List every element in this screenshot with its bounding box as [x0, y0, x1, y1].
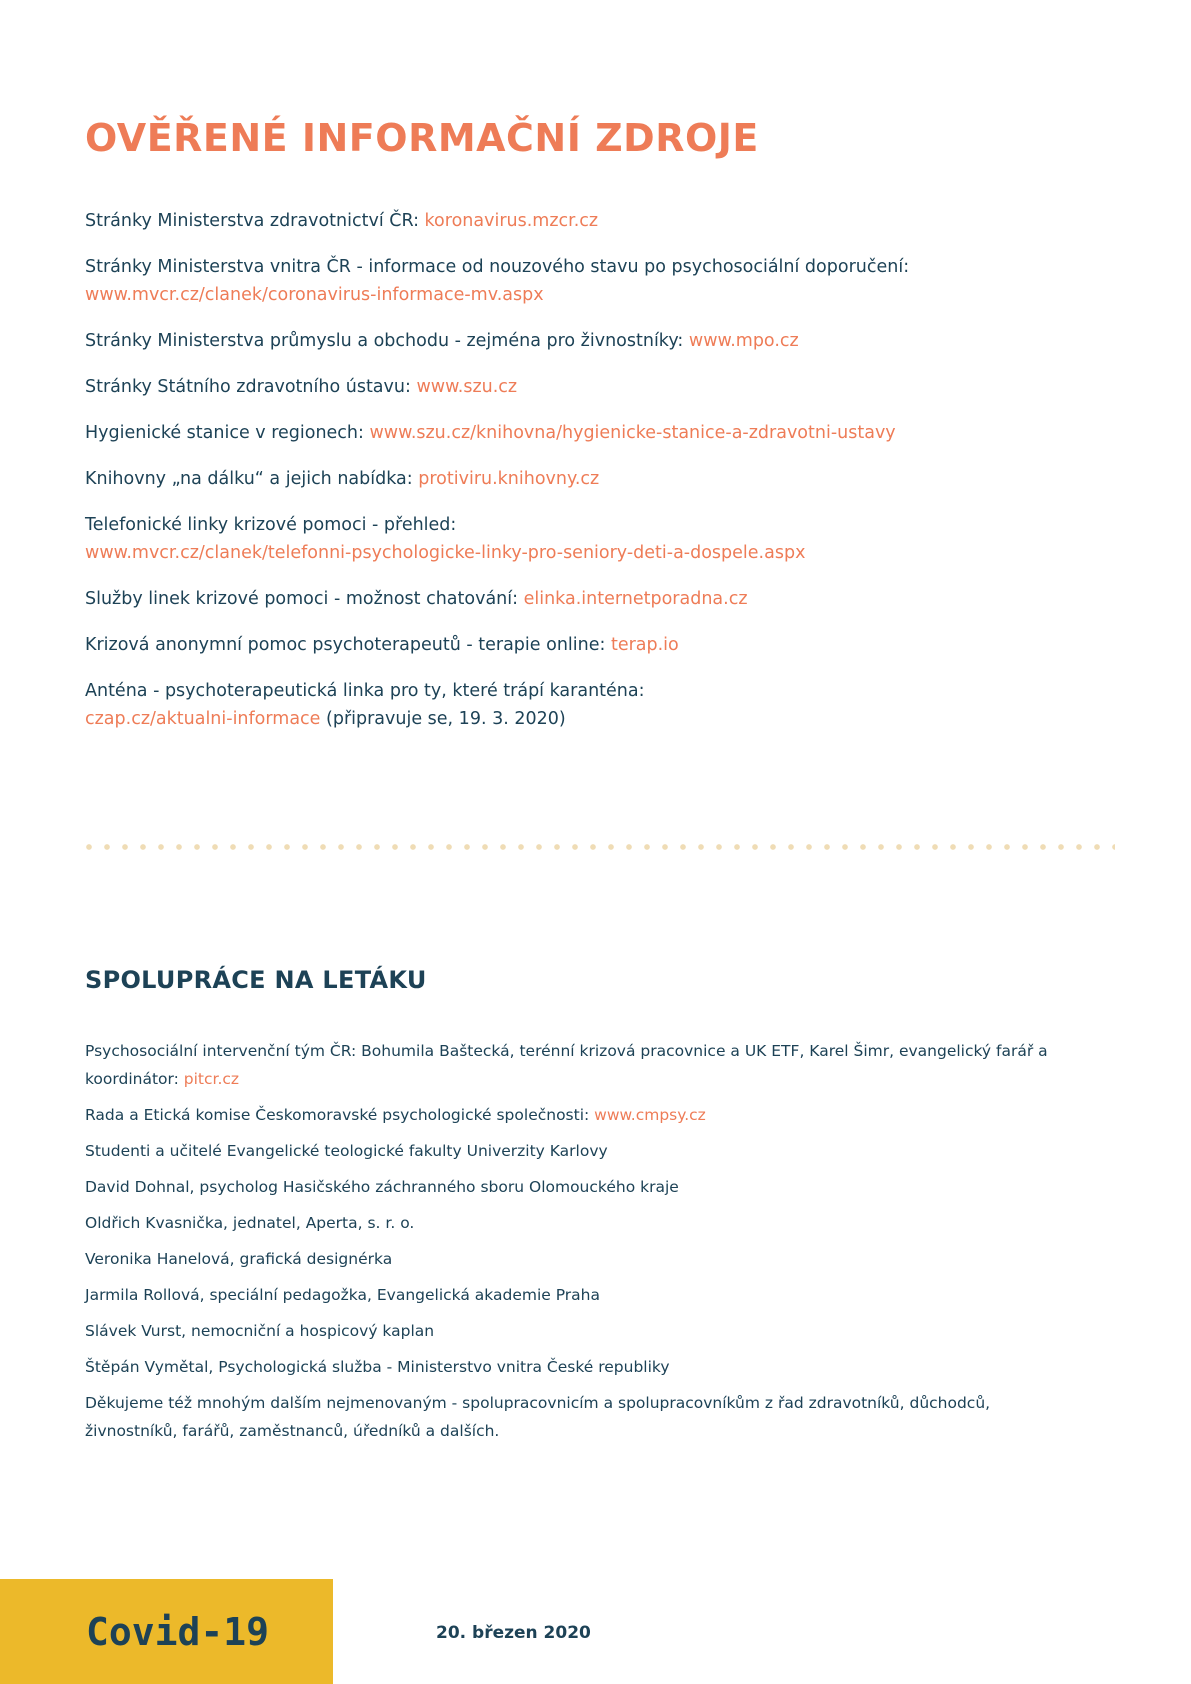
source-text: Stránky Ministerstva zdravotnictví ČR: [85, 211, 425, 231]
collab-item: David Dohnal, psycholog Hasičského záchranného sboru Olomouckého kraje [85, 1178, 679, 1196]
collab-heading: SPOLUPRÁCE NA LETÁKU [85, 966, 427, 994]
source-link[interactable]: www.szu.cz [416, 377, 518, 397]
collab-item: Veronika Hanelová, grafická designérka [85, 1250, 393, 1268]
collab-list [85, 1037, 1085, 1453]
collab-item: Jarmila Rollová, speciální pedagožka, Evangelická akademie Praha [85, 1286, 600, 1304]
source-item [85, 207, 1105, 235]
source-text: Služby linek krizové pomoci - možnost chatování: [85, 589, 524, 609]
source-item [85, 631, 1105, 659]
collab-item: Oldřich Kvasnička, jednatel, Aperta, s. r. o. [85, 1214, 415, 1232]
collab-link[interactable]: pitcr.cz [183, 1070, 240, 1088]
footer-title: Covid-19 [86, 1610, 270, 1654]
collab-item [85, 1101, 1085, 1129]
collab-link[interactable]: www.cmpsy.cz [594, 1106, 706, 1124]
source-text: Stránky Ministerstva vnitra ČR - informace od nouzového stavu po psychosociální doporučení: [85, 257, 910, 277]
source-text: Stránky Ministerstva průmyslu a obchodu - zejména pro živnostníky: [85, 331, 689, 351]
source-link[interactable]: terap.io [610, 635, 679, 655]
source-item [85, 511, 1105, 567]
source-item [85, 373, 1105, 401]
source-link[interactable]: koronavirus.mzcr.cz [424, 211, 599, 231]
source-link[interactable]: www.mvcr.cz/clanek/telefonni-psychologicke-linky-pro-seniory-deti-a-dospele.aspx [85, 543, 806, 563]
source-text: Hygienické stanice v regionech: [85, 423, 370, 443]
dotted-divider [80, 843, 1115, 851]
sources-list [85, 207, 1105, 751]
source-text: Stránky Státního zdravotního ústavu: [85, 377, 417, 397]
source-note: (připravuje se, 19. 3. 2020) [320, 709, 566, 729]
collab-item: Slávek Vurst, nemocniční a hospicový kaplan [85, 1322, 435, 1340]
collab-item: Děkujeme též mnohým dalším nejmenovaným - spolupracovnicím a spolupracovníkům z řad zdravotníků, důchodců, živnostníků, farářů, zaměstnanců, úředníků a dalších. [85, 1394, 991, 1440]
source-item [85, 585, 1105, 613]
source-link[interactable]: www.mpo.cz [688, 331, 799, 351]
source-text: Krizová anonymní pomoc psychoterapeutů - terapie online: [85, 635, 611, 655]
source-item [85, 253, 1105, 309]
source-text: Knihovny „na dálku“ a jejich nabídka: [85, 469, 419, 489]
footer-date: 20. březen 2020 [436, 1623, 591, 1643]
source-item [85, 677, 1105, 733]
source-link[interactable]: www.mvcr.cz/clanek/coronavirus-informace-mv.aspx [85, 285, 544, 305]
source-item [85, 327, 1105, 355]
source-text: Telefonické linky krizové pomoci - přehled: [85, 515, 457, 535]
source-item [85, 465, 1105, 493]
collab-text: Psychosociální intervenční tým ČR: Bohumila Baštecká, terénní krizová pracovnice a UK ETF, Karel Šimr, evangelický farář a koordinátor: [85, 1042, 1048, 1088]
collab-text: Rada a Etická komise Českomoravské psychologické společnosti: [85, 1106, 595, 1124]
source-link[interactable]: www.szu.cz/knihovna/hygienicke-stanice-a-zdravotni-ustavy [369, 423, 896, 443]
page-title: OVĚŘENÉ INFORMAČNÍ ZDROJE [85, 116, 759, 160]
collab-item [85, 1037, 1085, 1093]
source-link[interactable]: protiviru.knihovny.cz [418, 469, 600, 489]
collab-item: Štěpán Vymětal, Psychologická služba - Ministerstvo vnitra České republiky [85, 1358, 670, 1376]
source-link[interactable]: elinka.internetporadna.cz [523, 589, 748, 609]
source-item [85, 419, 1105, 447]
source-link[interactable]: czap.cz/aktualni-informace [85, 709, 321, 729]
source-text: Anténa - psychoterapeutická linka pro ty, které trápí karanténa: [85, 681, 645, 701]
collab-item: Studenti a učitelé Evangelické teologické fakulty Univerzity Karlovy [85, 1142, 608, 1160]
